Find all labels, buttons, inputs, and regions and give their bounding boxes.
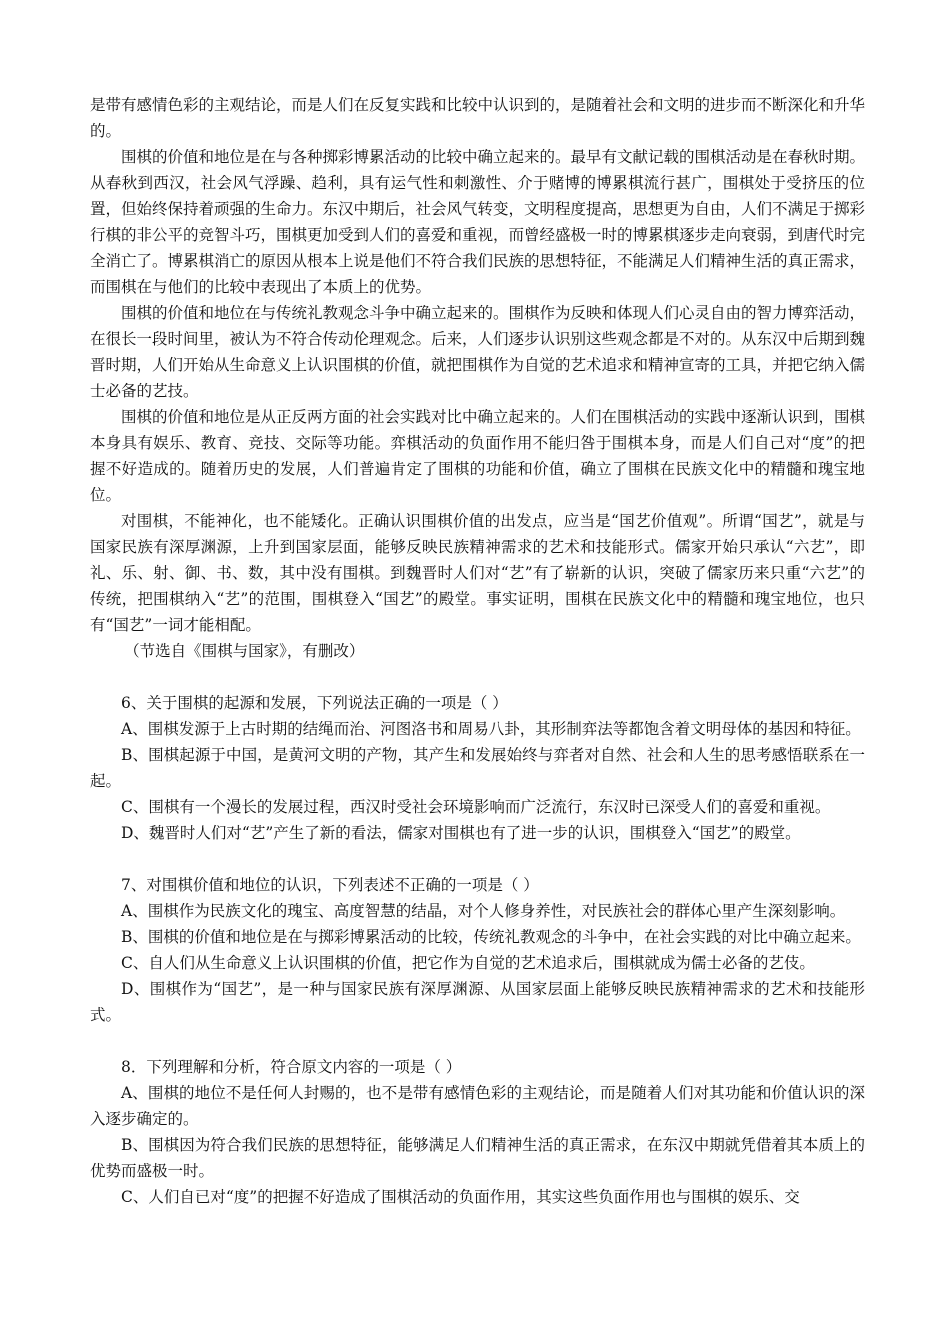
question-option: A、围棋的地位不是任何人封赐的，也不是带有感情色彩的主观结论，而是随着人们对其功能和价值认识的深入逐步确定的。	[90, 1084, 865, 1128]
spacer	[90, 664, 865, 690]
question-option: D、围棋作为“国艺”，是一种与国家民族有深厚渊源、从国家层面上能够反映民族精神需求的艺术和技能形式。	[90, 980, 865, 1024]
question-option: B、围棋因为符合我们民族的思想特征，能够满足人们精神生活的真正需求，在东汉中期就凭借着其本质上的优势而盛极一时。	[90, 1136, 865, 1180]
question-6	[90, 690, 865, 846]
question-option: C、自人们从生命意义上认识围棋的价值，把它作为自觉的艺术追求后，围棋就成为儒士必备的艺伎。	[121, 954, 815, 972]
passage-fragment: 是带有感情色彩的主观结论，而是人们在反复实践和比较中认识到的，是随着社会和文明的进步而不断深化和升华的。	[90, 96, 866, 140]
question-stem: 7、对围棋价值和地位的认识，下列表述不正确的一项是（ ）	[121, 876, 539, 894]
passage-paragraph: 围棋的价值和地位在与传统礼教观念斗争中确立起来的。围棋作为反映和体现人们心灵自由的智力博弈活动，在很长一段时间里，被认为不符合传动伦理观念。后来，人们逐步认识别这些观念都是不对的。从东汉中后期到魏晋时期，人们开始从生命意义上认识围棋的价值，就把围棋作为自觉的艺术追求和精神宣寄的工具，并把它纳入儒士必备的艺技。	[90, 304, 866, 400]
passage-source: （节选自《围棋与国家》，有删改）	[124, 642, 365, 660]
question-7	[90, 872, 865, 1028]
question-option: D、魏晋时人们对“艺”产生了新的看法，儒家对围棋也有了进一步的认识，围棋登入“国艺”的殿堂。	[121, 824, 801, 842]
question-stem: 8．下列理解和分析，符合原文内容的一项是（ ）	[121, 1058, 462, 1076]
passage-paragraph: 围棋的价值和地位是从正反两方面的社会实践对比中确立起来的。人们在围棋活动的实践中逐渐认识到，围棋本身具有娱乐、教育、竞技、交际等功能。弈棋活动的负面作用不能归咎于围棋本身，而是人们自己对“度”的把握不好造成的。随着历史的发展，人们普遍肯定了围棋的功能和价值，确立了围棋在民族文化中的精髓和瑰宝地位。	[90, 408, 866, 504]
spacer	[90, 846, 865, 872]
question-option: B、围棋起源于中国，是黄河文明的产物，其产生和发展始终与弈者对自然、社会和人生的思考感悟联系在一起。	[90, 746, 865, 790]
spacer	[90, 1028, 865, 1054]
question-option: B、围棋的价值和地位是在与掷彩博累活动的比较，传统礼教观念的斗争中，在社会实践的对比中确立起来。	[121, 928, 861, 946]
exam-page	[90, 92, 865, 1210]
question-stem: 6、关于围棋的起源和发展，下列说法正确的一项是（ ）	[121, 694, 508, 712]
question-option: C、人们自已对“度”的把握不好造成了围棋活动的负面作用，其实这些负面作用也与围棋的娱乐、交	[121, 1188, 800, 1206]
question-8	[90, 1054, 865, 1210]
passage-paragraph: 围棋的价值和地位是在与各种掷彩博累活动的比较中确立起来的。最早有文献记载的围棋活动是在春秋时期。从春秋到西汉，社会风气浮躁、趋利，具有运气性和刺激性、介于赌博的博累棋流行甚广，围棋处于受挤压的位置，但始终保持着顽强的生命力。东汉中期后，社会风气转变，文明程度提高，思想更为自由，人们不满足于掷彩行棋的非公平的竞智斗巧，围棋更加受到人们的喜爱和重视，而曾经盛极一时的博累棋逐步走向衰弱，到唐代时完全消亡了。博累棋消亡的原因从根本上说是他们不符合我们民族的思想特征，不能满足人们精神生活的真正需求，而围棋在与他们的比较中表现出了本质上的优势。	[90, 148, 866, 296]
question-option: A、围棋作为民族文化的瑰宝、高度智慧的结晶，对个人修身养性，对民族社会的群体心里产生深刻影响。	[121, 902, 846, 920]
question-option: A、围棋发源于上古时期的结绳而治、河图洛书和周易八卦，其形制弈法等都饱含着文明母体的基因和特征。	[121, 720, 861, 738]
passage-paragraph: 对围棋，不能神化，也不能矮化。正确认识围棋价值的出发点，应当是“国艺价值观”。所谓“国艺”，就是与国家民族有深厚渊源，上升到国家层面，能够反映民族精神需求的艺术和技能形式。儒家开始只承认“六艺”，即礼、乐、射、御、书、数，其中没有围棋。到魏晋时人们对“艺”有了崭新的认识，突破了儒家历来只重“六艺”的传统，把围棋纳入“艺”的范围，围棋登入“国艺”的殿堂。事实证明，围棋在民族文化中的精髓和瑰宝地位，也只有“国艺”一词才能相配。	[90, 512, 865, 634]
question-option: C、围棋有一个漫长的发展过程，西汉时受社会环境影响而广泛流行，东汉时已深受人们的喜爱和重视。	[121, 798, 831, 816]
